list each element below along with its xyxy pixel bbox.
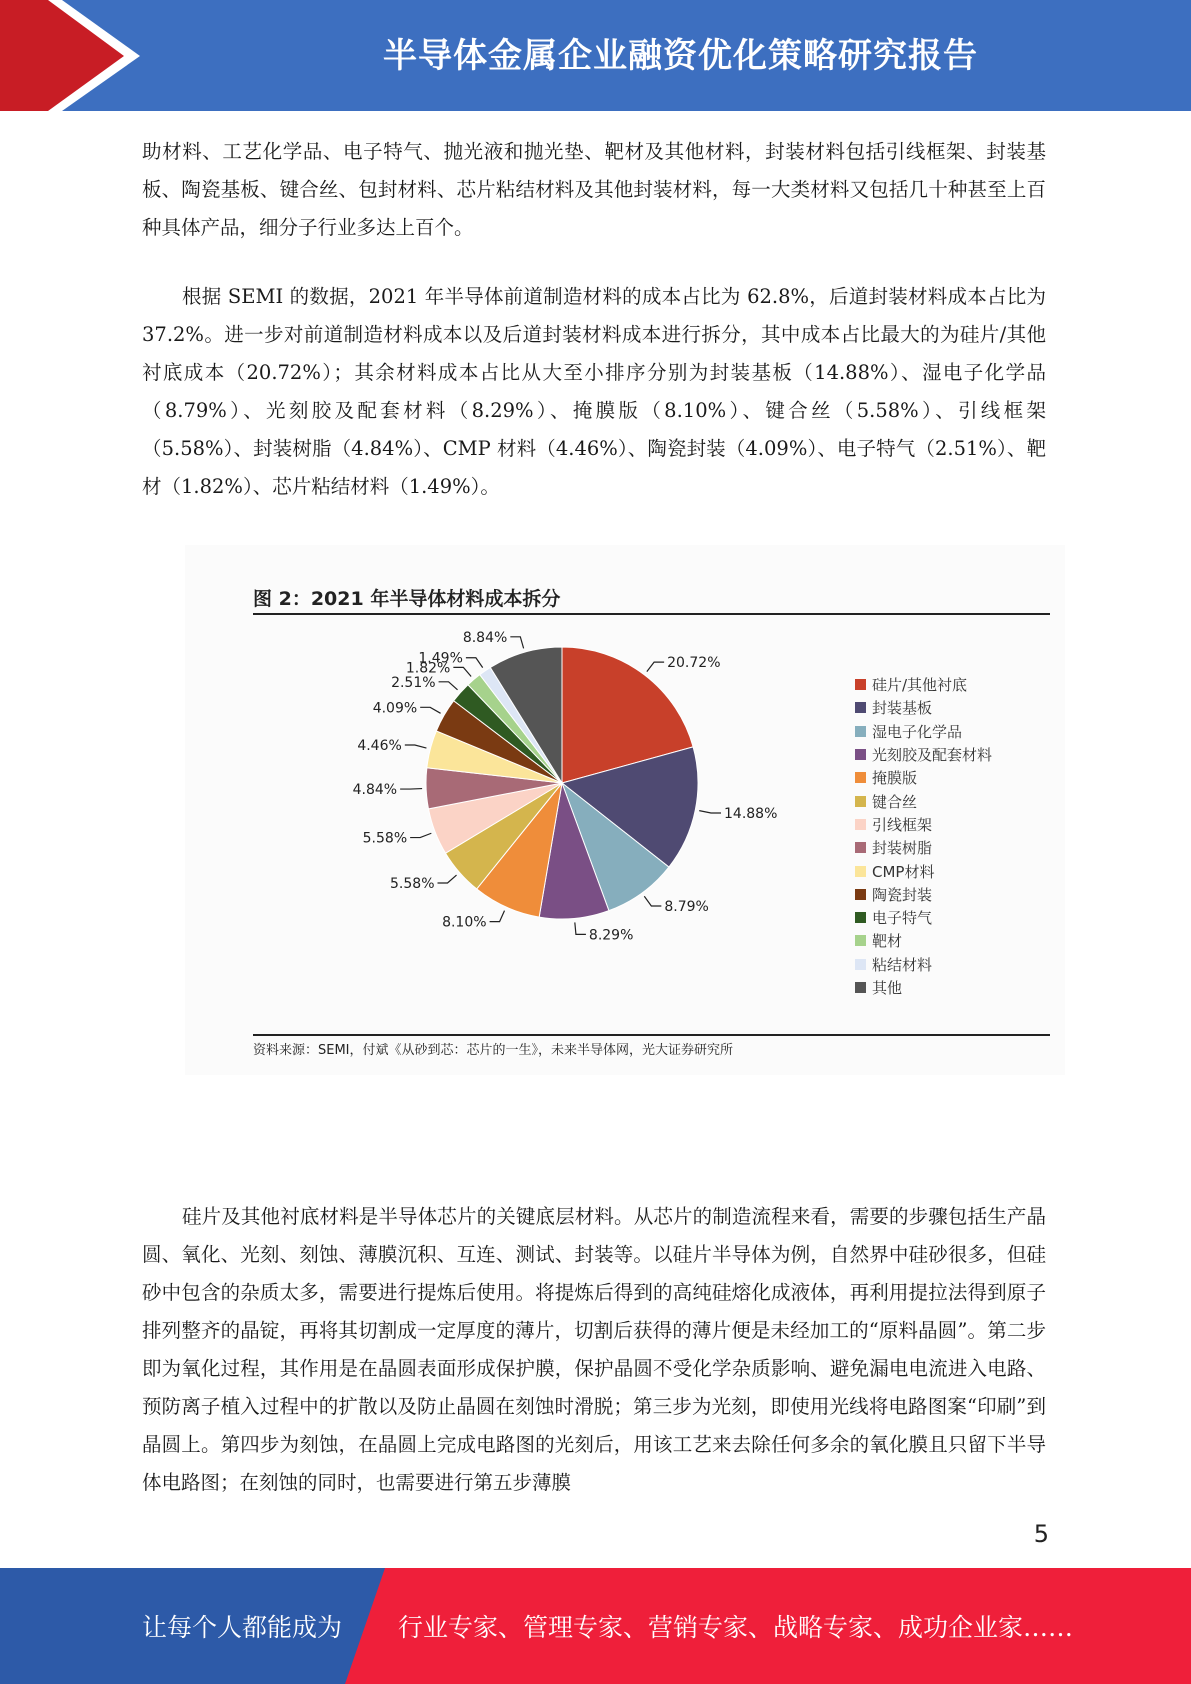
legend-label: CMP材料	[872, 862, 935, 881]
pie-leader-line	[490, 911, 505, 922]
legend-label: 电子特气	[872, 909, 933, 928]
legend-label: 粘结材料	[872, 955, 933, 974]
footer-slogan-left: 让每个人都能成为	[142, 1613, 343, 1642]
legend-swatch	[855, 749, 866, 760]
figure-title: 图 2：2021 年半导体材料成本拆分	[253, 588, 561, 610]
legend-item	[855, 976, 992, 999]
legend-label: 掩膜版	[872, 769, 918, 788]
legend-swatch	[855, 819, 866, 830]
paragraph-1: 助材料、工艺化学品、电子特气、抛光液和抛光垫、靶材及其他材料，封装材料包括引线框架、封装基板、陶瓷基板、键合丝、包封材料、芯片粘结材料及其他封装材料，每一大类材料又包括几十种甚至上百种具体产品，细分子行业多达上百个。	[142, 140, 1046, 239]
legend-swatch	[855, 982, 866, 993]
legend-item	[855, 766, 992, 789]
legend-label: 陶瓷封装	[872, 885, 933, 904]
legend-label: 其他	[872, 979, 903, 997]
legend-label: 封装基板	[872, 699, 933, 718]
pie-data-label: 5.58%	[390, 875, 435, 892]
pie-leader-line	[466, 658, 483, 668]
legend-swatch	[855, 679, 866, 690]
pie-data-label: 14.88%	[724, 806, 778, 823]
legend-label: 封装树脂	[872, 839, 933, 858]
page-footer	[0, 1568, 1191, 1684]
legend-label: 靶材	[872, 932, 903, 951]
legend-swatch	[855, 866, 866, 877]
pie-data-label: 4.84%	[352, 782, 398, 799]
paragraph-3: 硅片及其他衬底材料是半导体芯片的关键底层材料。从芯片的制造流程来看，需要的步骤包括生产晶圆、氧化、光刻、刻蚀、薄膜沉积、互连、测试、封装等。以硅片半导体为例，自然界中硅砂很多，但硅砂中包含的杂质太多，需要进行提炼后使用。将提炼后得到的高纯硅熔化成液体，再利用提拉法得到原子排列整齐的晶锭，再将其切割成一定厚度的薄片，切割后获得的薄片便是未经加工的“原料晶圆”。第二步即为氧化过程，其作用是在晶圆表面形成保护膜，保护晶圆不受化学杂质影响、避免漏电电流进入电路、预防离子植入过程中的扩散以及防止晶圆在刻蚀时滑脱；第三步为光刻，即使用光线将电路图案“印刷”到晶圆上。第四步为刻蚀，在晶圆上完成电路图的光刻后，用该工艺来去除任何多余的氧化膜且只留下半导体电路图；在刻蚀的同时，也需要进行第五步薄膜	[142, 1205, 1046, 1494]
legend-label: 湿电子化学品	[872, 722, 963, 741]
legend-swatch	[855, 959, 866, 970]
pie-data-label: 1.82%	[405, 660, 451, 677]
header-title: 半导体金属企业融资优化策略研究报告	[383, 36, 978, 76]
legend-item	[855, 906, 992, 929]
legend-item	[855, 813, 992, 836]
legend-label: 硅片/其他衬底	[872, 676, 968, 695]
pie-data-label: 8.79%	[664, 898, 709, 915]
pie-leader-line	[644, 896, 661, 906]
legend-swatch	[855, 772, 866, 783]
figure-cost-breakdown	[185, 545, 1065, 1075]
legend-label: 键合丝	[872, 792, 918, 811]
pie-leader-line	[510, 637, 523, 649]
legend-item	[855, 720, 992, 743]
pie-data-label: 1.49%	[418, 650, 463, 667]
chart-legend	[855, 673, 992, 999]
legend-item	[855, 929, 992, 952]
pie-leader-line	[647, 662, 664, 672]
legend-item	[855, 953, 992, 976]
pie-leader-line	[405, 745, 427, 748]
legend-item	[855, 673, 992, 696]
legend-item	[855, 836, 992, 859]
header-red-arrow	[0, 0, 160, 111]
pie-data-label: 4.09%	[372, 700, 418, 717]
page-number: 5	[1033, 1520, 1049, 1548]
legend-item	[855, 789, 992, 812]
pie-data-label: 8.29%	[588, 927, 634, 944]
pie-leader-line	[439, 682, 458, 690]
pie-data-label: 5.58%	[362, 830, 408, 847]
legend-swatch	[855, 796, 866, 807]
paragraph-2: 根据 SEMI 的数据，2021 年半导体前道制造材料的成本占比为 62.8%，后道封装材料成本占比为 37.2%。进一步对前道制造材料成本以及后道封装材料成本进行拆分，其中成本占比最大的为硅片/其他衬底成本（20.72%）；其余材料成本占比从大至小排序分别为封装基板（14.88%）、湿电子化学品（8.79%）、光刻胶及配套材料（8.29%）、掩膜版（8.10%）、键合丝（5.58%）、引线框架（5.58%）、封装树脂（4.84%）、CMP 材料（4.46%）、陶瓷封装（4.09%）、电子特气（2.51%）、靶材（1.82%）、芯片粘结材料（1.49%）。	[142, 285, 1046, 498]
pie-data-label: 20.72%	[667, 655, 721, 672]
legend-label: 光刻胶及配套材料	[872, 746, 993, 765]
legend-item	[855, 883, 992, 906]
pie-leader-line	[453, 667, 471, 676]
legend-swatch	[855, 912, 866, 923]
legend-item	[855, 743, 992, 766]
pie-data-label: 8.10%	[442, 914, 487, 931]
legend-item	[855, 859, 992, 882]
legend-swatch	[855, 842, 866, 853]
footer-slogan-right: 行业专家、管理专家、营销专家、战略专家、成功企业家……	[398, 1613, 1074, 1642]
legend-swatch	[855, 889, 866, 900]
pie-data-label: 4.46%	[357, 738, 402, 755]
pie-leader-line	[699, 811, 721, 813]
pie-leader-line	[575, 922, 586, 934]
pie-data-label: 8.84%	[462, 629, 508, 646]
pie-data-label: 2.51%	[391, 674, 436, 691]
figure-bottom-rule	[253, 1034, 1050, 1036]
legend-label: 引线框架	[872, 815, 933, 834]
page-header	[0, 0, 1191, 111]
figure-source: 资料来源：SEMI，付斌《从砂到芯：芯片的一生》，未来半导体网，光大证券研究所	[253, 1043, 734, 1058]
legend-swatch	[855, 726, 866, 737]
legend-swatch	[855, 935, 866, 946]
legend-item	[855, 696, 992, 719]
pie-leader-line	[410, 833, 431, 837]
pie-leader-line	[420, 707, 440, 713]
pie-leader-line	[438, 875, 457, 883]
legend-swatch	[855, 702, 866, 713]
